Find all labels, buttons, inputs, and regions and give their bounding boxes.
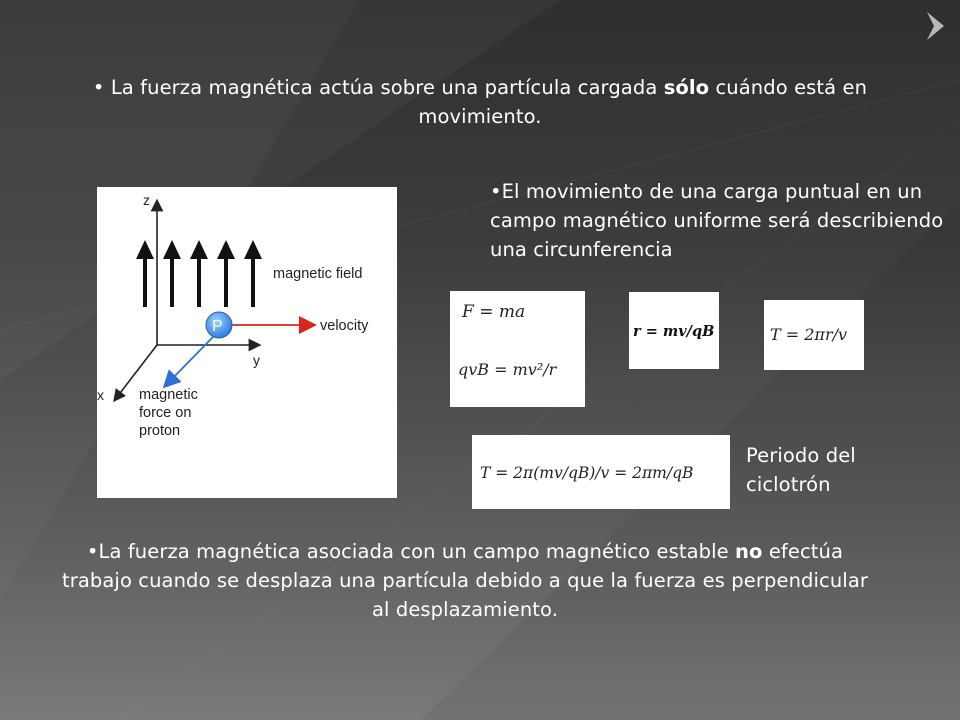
bullet-emphasis: sólo bbox=[663, 76, 710, 99]
field-arrow-icon bbox=[163, 240, 181, 307]
equation-cyclotron-text: T = 2π(mv/qB)/v = 2πm/qB bbox=[480, 464, 694, 482]
field-arrow-icon bbox=[244, 240, 262, 307]
equation-period-text: T = 2πr/v bbox=[770, 325, 848, 344]
bullet-marker: • bbox=[86, 540, 99, 563]
equation-period bbox=[764, 300, 864, 370]
equation-period-svg bbox=[764, 300, 864, 370]
equation-cyclotron-period bbox=[472, 435, 730, 509]
magnetic-force-diagram bbox=[97, 187, 397, 498]
magnetic-field-label: magnetic field bbox=[273, 266, 363, 282]
force-label-line-1: magnetic bbox=[139, 387, 198, 403]
cyclotron-period-caption: Periodo del ciclotrón bbox=[746, 444, 856, 496]
bullet-magnetic-force-motion bbox=[40, 73, 920, 131]
bullet-marker: • bbox=[92, 76, 105, 99]
bullet-emphasis: no bbox=[735, 540, 763, 563]
y-axis-label: y bbox=[253, 352, 260, 368]
field-arrow-icon bbox=[217, 240, 235, 307]
bullet-marker: • bbox=[490, 180, 502, 203]
particle-label: P bbox=[212, 318, 223, 335]
force-arrow bbox=[169, 337, 213, 382]
x-axis-label: x bbox=[97, 387, 104, 403]
equation-radius bbox=[629, 292, 719, 369]
bullet-text-end: cuándo está en movimiento. bbox=[418, 76, 868, 128]
equation-newton-svg bbox=[450, 291, 585, 407]
field-arrow-icon bbox=[190, 240, 208, 307]
force-label-line-2: force on bbox=[139, 405, 192, 421]
bullet-text: El movimiento de una carga puntual en un campo magnético uniforme será describiendo una circunferencia bbox=[490, 180, 944, 261]
z-axis-label: z bbox=[143, 192, 150, 208]
equation-radius-svg bbox=[629, 292, 719, 369]
magnetic-field-arrows bbox=[136, 240, 262, 307]
bullet-text-start: La fuerza magnética actúa sobre una partícula cargada bbox=[110, 76, 664, 99]
chevron-arrow-icon bbox=[927, 12, 944, 40]
velocity-label: velocity bbox=[320, 318, 369, 334]
equation-cyclotron-svg bbox=[472, 435, 730, 509]
equation-newton-force-balance bbox=[450, 291, 585, 407]
bullet-text-start: La fuerza magnética asociada con un campo magnético estable bbox=[98, 540, 736, 563]
equation-radius-text: r = mv/qB bbox=[633, 323, 715, 340]
field-arrow-icon bbox=[136, 240, 154, 307]
bullet-no-work bbox=[60, 537, 870, 624]
diagram-svg bbox=[97, 187, 397, 498]
bullet-circular-motion bbox=[490, 177, 960, 264]
force-label-line-3: proton bbox=[139, 423, 181, 439]
equation-force-balance: qvB = mv²/r bbox=[458, 360, 557, 379]
bullet-text-end: efectúa trabajo cuando se desplaza una partícula debido a que la fuerza es perpendicular al desplazamiento. bbox=[61, 540, 868, 621]
equation-newton: F = ma bbox=[462, 302, 526, 322]
